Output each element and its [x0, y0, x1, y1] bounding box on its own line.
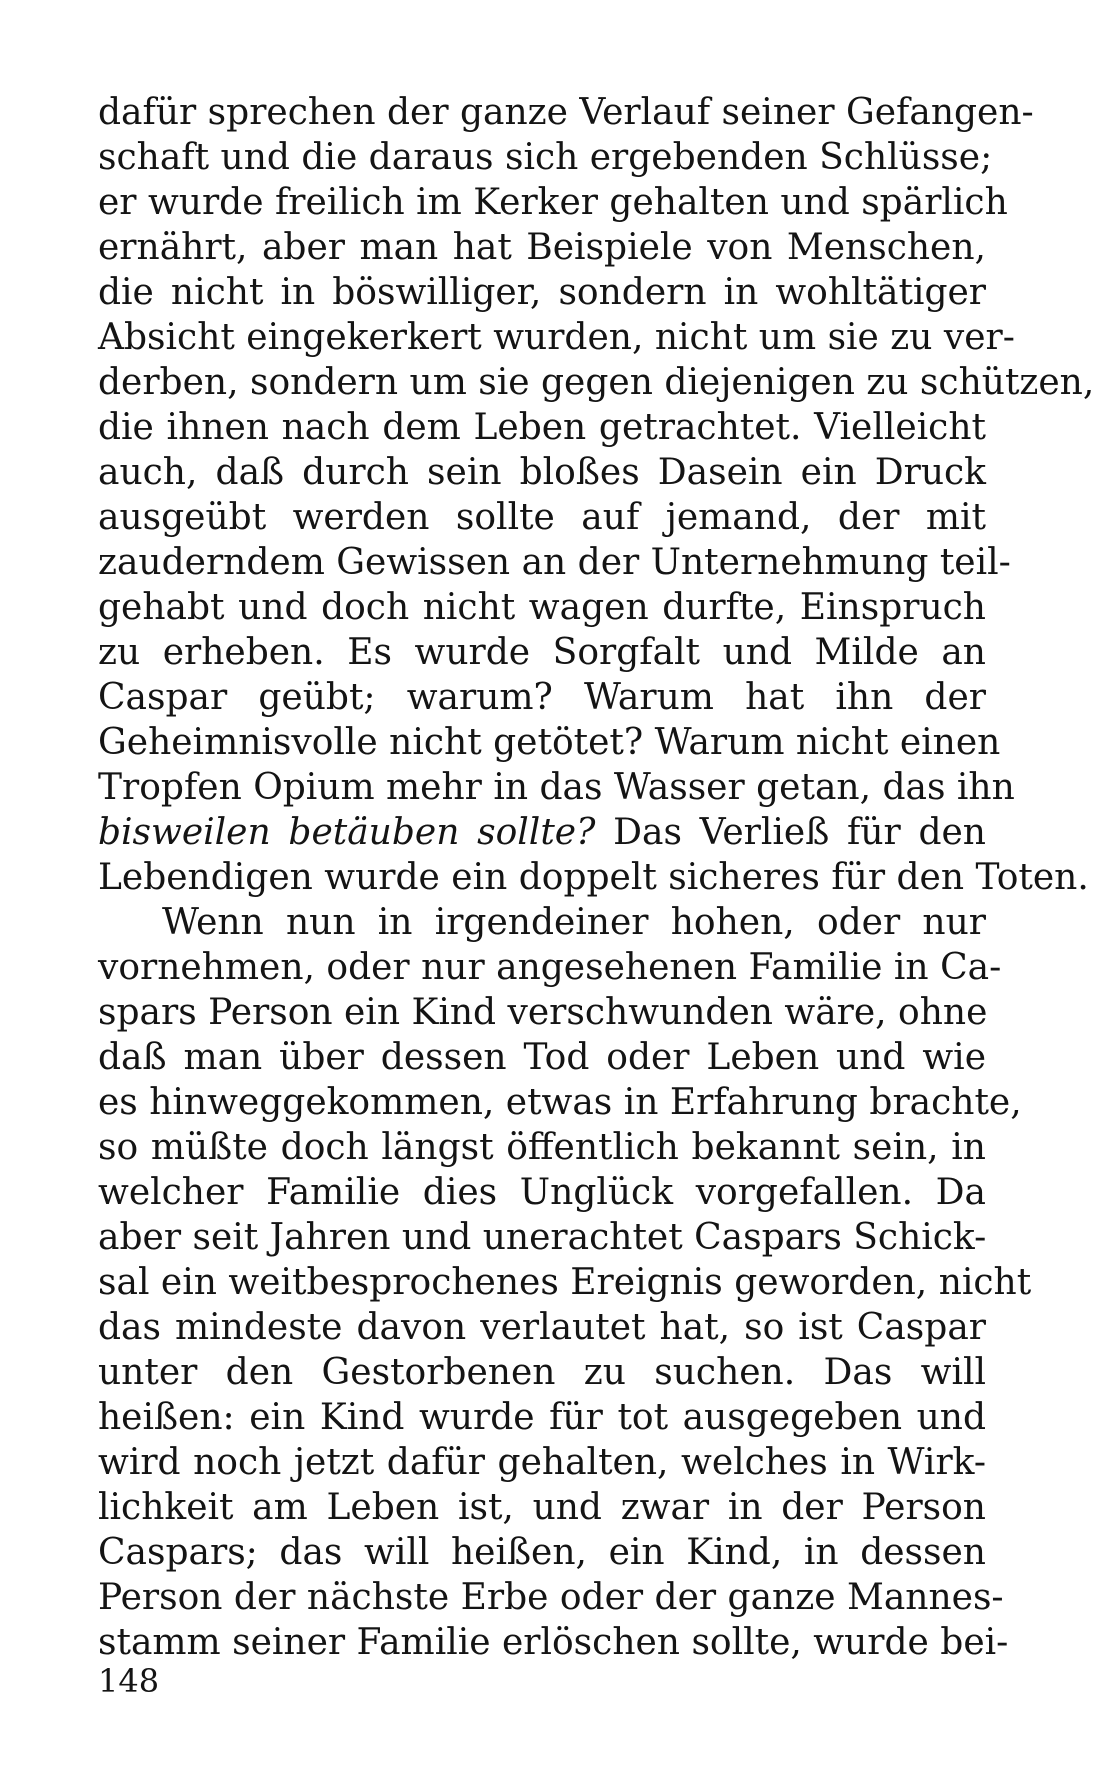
- text-line: dafür sprechen der ganze Verlauf seiner Gefangen-: [98, 92, 1034, 133]
- body-text: [98, 90, 1094, 1665]
- text-line: derben, sondern um sie gegen diejenigen zu schützen,: [98, 362, 1094, 403]
- text-line: Wenn nun in irgendeiner hohen, oder nur: [162, 902, 986, 943]
- text-line: Absicht eingekerkert wurden, nicht um sie zu ver-: [98, 317, 1015, 358]
- text-line: Geheimnisvolle nicht getötet? Warum nicht einen: [98, 722, 1001, 763]
- paragraph-1: [98, 90, 1094, 900]
- text-line: die nicht in böswilliger, sondern in wohltätiger: [98, 272, 986, 313]
- text-line: Lebendigen wurde ein doppelt sicheres für den Toten.: [98, 857, 1089, 898]
- text-line: zauderndem Gewissen an der Unternehmung teil-: [98, 542, 1011, 583]
- text-line: vornehmen, oder nur angesehenen Familie in Ca-: [98, 947, 1002, 988]
- text-line: spars Person ein Kind verschwunden wäre, ohne: [98, 992, 988, 1033]
- text-line: Caspar geübt; warum? Warum hat ihn der: [98, 677, 986, 718]
- text-line: lichkeit am Leben ist, und zwar in der Person: [98, 1487, 986, 1528]
- text-line-mixed: [98, 810, 986, 855]
- text-line: es hinweggekommen, etwas in Erfahrung brachte,: [98, 1082, 1022, 1123]
- text-line: das mindeste davon verlautet hat, so ist Caspar: [98, 1307, 986, 1348]
- text-line: stamm seiner Familie erlöschen sollte, wurde bei-: [98, 1622, 1009, 1663]
- text-line: Tropfen Opium mehr in das Wasser getan, das ihn: [98, 767, 1015, 808]
- text-line: unter den Gestorbenen zu suchen. Das will: [98, 1352, 986, 1393]
- text-line: gehabt und doch nicht wagen durfte, Einspruch: [98, 587, 986, 628]
- text-line: daß man über dessen Tod oder Leben und wie: [98, 1037, 986, 1078]
- paragraph-2: [98, 900, 1032, 1665]
- text-line: er wurde freilich im Kerker gehalten und spärlich: [98, 182, 1008, 223]
- text-line: aber seit Jahren und unerachtet Caspars Schick-: [98, 1217, 987, 1258]
- text-span: Das Verließ für den: [595, 812, 986, 853]
- text-line: wird noch jetzt dafür gehalten, welches in Wirk-: [98, 1442, 986, 1483]
- text-line: so müßte doch längst öffentlich bekannt sein, in: [98, 1127, 986, 1168]
- text-line: sal ein weitbesprochenes Ereignis geworden, nicht: [98, 1262, 1032, 1303]
- text-line: auch, daß durch sein bloßes Dasein ein Druck: [98, 452, 986, 493]
- text-line: schaft und die daraus sich ergebenden Schlüsse;: [98, 137, 993, 178]
- text-line: Caspars; das will heißen, ein Kind, in dessen: [98, 1532, 986, 1573]
- text-line: welcher Familie dies Unglück vorgefallen. Da: [98, 1172, 986, 1213]
- text-line: ausgeübt werden sollte auf jemand, der mit: [98, 497, 986, 538]
- text-line: heißen: ein Kind wurde für tot ausgegeben und: [98, 1397, 986, 1438]
- text-line: Person der nächste Erbe oder der ganze Mannes-: [98, 1577, 1004, 1618]
- italic-phrase: bisweilen betäuben sollte?: [98, 812, 596, 853]
- text-line: die ihnen nach dem Leben getrachtet. Vielleicht: [98, 407, 986, 448]
- page-number: 148: [98, 1662, 160, 1700]
- text-line: ernährt, aber man hat Beispiele von Menschen,: [98, 227, 986, 268]
- text-line: zu erheben. Es wurde Sorgfalt und Milde an: [98, 632, 986, 673]
